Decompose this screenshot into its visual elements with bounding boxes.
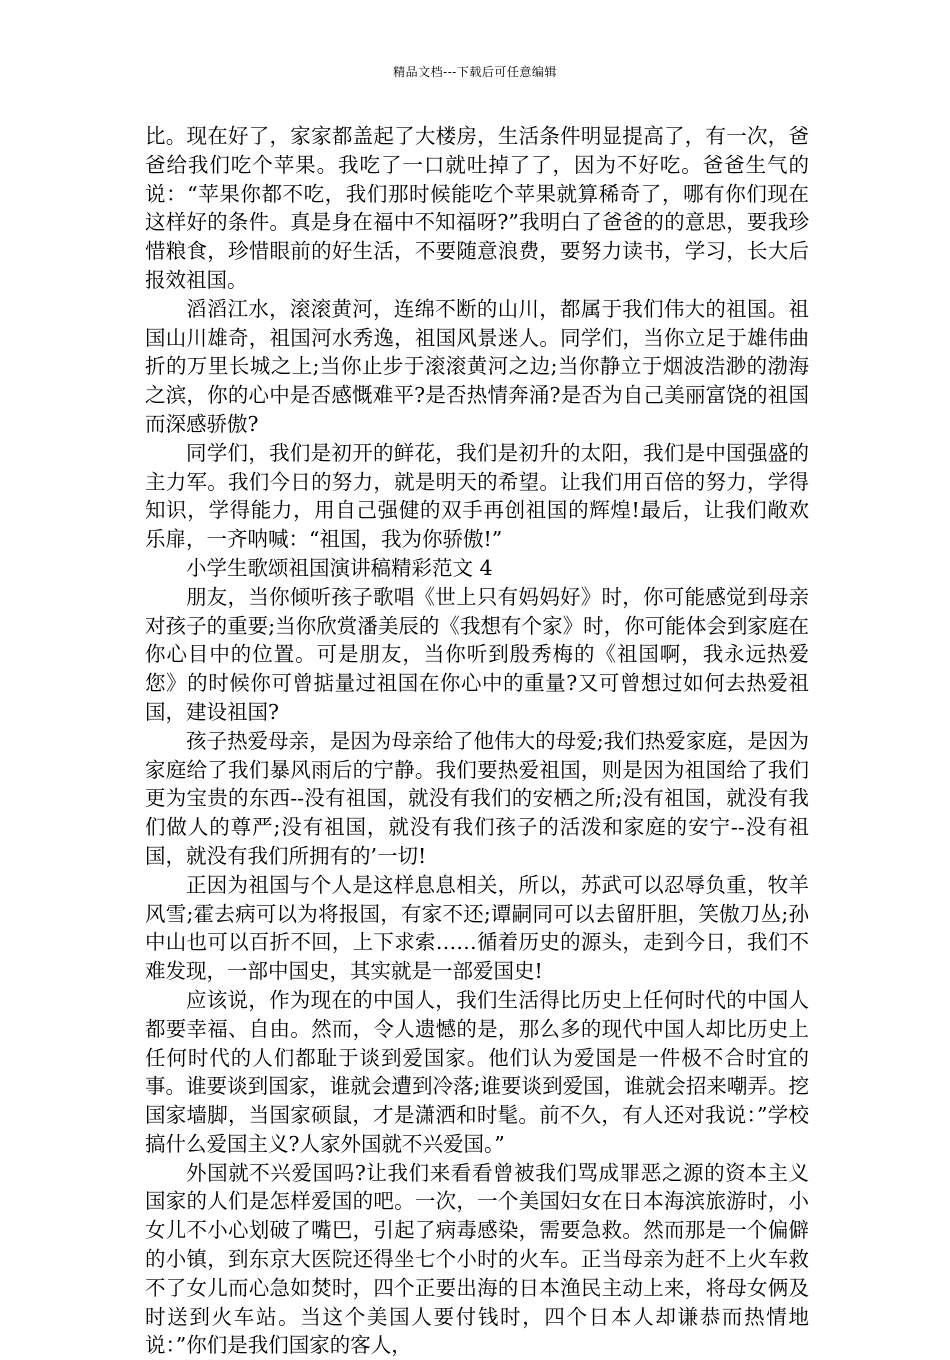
paragraph-3: 同学们，我们是初开的鲜花，我们是初升的太阳，我们是中国强盛的主力军。我们今日的努力，就是明天的希望。让我们用百倍的努力，学得知识，学得能力，用自己强健的双手再创祖国的辉煌!最后，让我们敞欢乐扉，一齐呐喊：“祖国，我为你骄傲!”: [145, 440, 809, 552]
document-body: [145, 122, 809, 1360]
page-header: 精品文档---下载后可任意编辑: [393, 65, 557, 79]
paragraph-2: 滔滔江水，滚滚黄河，连绵不断的山川，都属于我们伟大的祖国。祖国山川雄奇，祖国河水秀逸，祖国风景迷人。同学们，当你立足于雄伟曲折的万里长城之上;当你止步于滚滚黄河之边;当你静立于烟波浩渺的渤海之滨，你的心中是否感慨难平?是否热情奔涌?是否为自己美丽富饶的祖国而深感骄傲?: [145, 296, 809, 436]
paragraph-5: 孩子热爱母亲，是因为母亲给了他伟大的母爱;我们热爱家庭，是因为家庭给了我们暴风雨后的宁静。我们要热爱祖国，则是因为祖国给了我们更为宝贵的东西--没有祖国，就没有我们的安栖之所;没有祖国，就没有我们做人的尊严;没有祖国，就没有我们孩子的活泼和家庭的安宁--没有祖国，就没有我们所拥有的’一切!: [145, 728, 809, 868]
paragraph-6: 正因为祖国与个人是这样息息相关，所以，苏武可以忍辱负重，牧羊风雪;霍去病可以为将报国，有家不还;谭嗣同可以去留肝胆，笑傲刀丛;孙中山也可以百折不回，上下求索……循着历史的源头，走到今日，我们不难发现，一部中国史，其实就是一部爱国史!: [145, 872, 809, 984]
section-heading: 小学生歌颂祖国演讲稿精彩范文 4: [186, 555, 493, 580]
paragraph-7: 应该说，作为现在的中国人，我们生活得比历史上任何时代的中国人都要幸福、自由。然而，令人遗憾的是，那么多的现代中国人却比历史上任何时代的人们都耻于谈到爱国家。他们认为爱国是一件极不合时宜的事。谁要谈到国家，谁就会遭到冷落;谁要谈到爱国，谁就会招来嘲弄。挖国家墙脚，当国家硕鼠，才是潇洒和时髦。前不久，有人还对我说：”学校搞什么爱国主义?人家外国就不兴爱国。”: [145, 987, 809, 1156]
paragraph-4: 朋友，当你倾听孩子歌唱《世上只有妈妈好》时，你可能感觉到母亲对孩子的重要;当你欣赏潘美辰的《我想有个家》时，你可能体会到家庭在你心目中的位置。可是朋友，当你听到殷秀梅的《祖国啊，我永远热爱您》的时候你可曾掂量过祖国在你心中的重量?又可曾想过如何去热爱祖国，建设祖国?: [145, 584, 809, 724]
paragraph-8: 外国就不兴爱国吗?让我们来看看曾被我们骂成罪恶之源的资本主义国家的人们是怎样爱国的吧。一次，一个美国妇女在日本海滨旅游时，小女儿不小心划破了嘴巴，引起了病毒感染，需要急救。然而那是一个偏僻的小镇，到东京大医院还得坐七个小时的火车。正当母亲为赶不上火车救不了女儿而心急如焚时，四个正要出海的日本渔民主动上来，将母女俩及时送到火车站。当这个美国人要付钱时，四个日本人却谦恭而热情地说：”你们是我们国家的客人，: [145, 1160, 809, 1358]
paragraph-1: 比。现在好了，家家都盖起了大楼房，生活条件明显提高了，有一次，爸爸给我们吃个苹果。我吃了一口就吐掉了了，因为不好吃。爸爸生气的说：“苹果你都不吃，我们那时候能吃个苹果就算稀奇了，哪有你们现在这样好的条件。真是身在福中不知福呀?”我明白了爸爸的的意思，要我珍惜粮食，珍惜眼前的好生活，不要随意浪费，要努力读书，学习，长大后报效祖国。: [145, 124, 809, 292]
